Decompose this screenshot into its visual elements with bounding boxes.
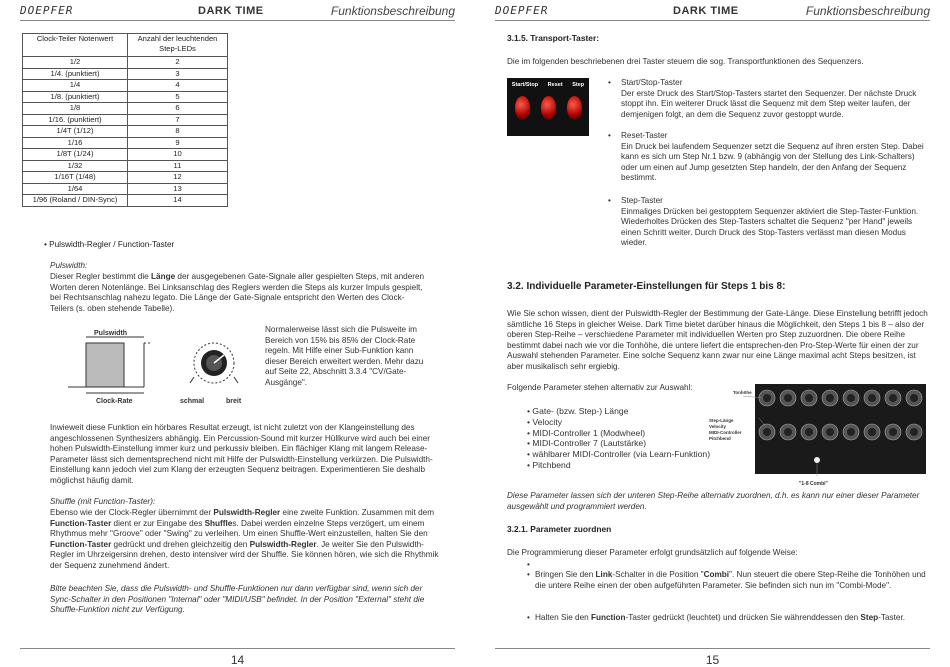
section-transport-heading: 3.1.5. Transport-Taster: <box>507 33 599 43</box>
function-step-instruction: Halten Sie den Function-Taster gedrückt (leuchtet) und drücken Sie währenddessen den Step-Taster. <box>535 613 905 622</box>
step-label: Step <box>572 82 585 88</box>
note-value-cell: 1/96 (Roland / DIN-Sync) <box>23 195 128 207</box>
table-row <box>23 172 228 184</box>
knob-cap-icon <box>868 394 876 402</box>
fig-label-steplaenge: Step-Länge <box>709 418 734 423</box>
knob-cap-icon <box>763 428 771 436</box>
knob-label-breit: breit <box>226 398 242 405</box>
fig-label-pitchbend: Pitchbend <box>709 436 731 441</box>
knob-cap-icon <box>910 428 918 436</box>
note-value-cell: 1/8 <box>23 103 128 115</box>
table-row <box>23 126 228 138</box>
params-intro: Folgende Parameter stehen alternativ zur Auswahl: <box>507 383 693 392</box>
diagram-label-pulswidth: Pulswidth <box>94 330 128 337</box>
step-button-icon <box>567 96 582 120</box>
fig-label-midi: MIDI-Controller <box>709 430 742 435</box>
knob-cap-icon <box>784 394 792 402</box>
parameter-list-item: • wählbarer MIDI-Controller (via Learn-Funktion) <box>527 449 711 460</box>
knob-cap-icon <box>889 394 897 402</box>
transport-buttons-image <box>507 78 589 136</box>
knob-cap-icon <box>784 428 792 436</box>
reset-button-icon <box>541 96 556 120</box>
start-stop-description: Start/Stop-Taster Der erste Druck des Start/Stop-Tasters startet den Sequenzer. Der nächste Druck stoppt ihn. Ein weiterer Druck lässt die Sequenz mit dem Step weiter laufen, der demjenigen folgt, an dem die Sequenz zuvor gestoppt wurde. <box>621 78 917 119</box>
note-value-cell: 1/16 <box>23 137 128 149</box>
page-footer <box>495 648 930 667</box>
doepfer-logo: DOEPFER <box>495 4 549 17</box>
pulswidth-heading: Pulswidth: <box>50 261 88 270</box>
note-value-cell: 1/8T (1/24) <box>23 149 128 161</box>
product-name: DARK TIME <box>673 5 739 17</box>
reset-description: Reset-Taster Ein Druck bei laufendem Sequenzer setzt die Sequenz auf ihren ersten Step. Dabei kann es sich um Step Nr.1 bzw. 9 (abhängig von der Stellung des Link-Schalters) oder um einen auf Jump gesetzten Step handeln, der den Anfang der Sequenz bestimmt. <box>621 131 924 183</box>
note-value-cell: 1/8. (punktiert) <box>23 91 128 103</box>
led-count-cell: 10 <box>128 149 228 161</box>
pulswidth-diagram <box>62 325 262 410</box>
parameter-paragraph: Wie Sie schon wissen, dient der Pulswidth-Regler der Bestimmung der Gate-Länge. Diese Einstellung betrifft jedoch sämtliche 16 Steps in gleicher Weise. Dark Time bietet darüber hinaus die Möglichkeit, den Steps 1 bis 8 – also der oberen Step-Reihe – verschiedene Parameter mit individuellen Werten pro Step zuzuordnen. Die obere Reihe bestimmt dabei nach wie vor die Tonhöhe, die untere liefert die entsprechen-den Pro-Step-Werte für einen der zur Auswahl stehenden Parameter. Eine solche Sequenz kann zwar nur eine Länge maximal acht Steps besitzen, ist aber musikalisch sehr ergiebig. <box>507 309 928 371</box>
knob-cap-icon <box>826 394 834 402</box>
parameter-list <box>527 406 710 471</box>
button-labels <box>507 82 589 88</box>
led-count-cell: 3 <box>128 68 228 80</box>
table-row <box>23 57 228 69</box>
note-value-cell: 1/4T (1/12) <box>23 126 128 138</box>
table-row <box>23 68 228 80</box>
table-header-leds: Anzahl der leuchtenden Step-LEDs <box>128 34 228 57</box>
params-note: Diese Parameter lassen sich der unteren Step-Reihe alternativ zuordnen, d.h. es kann nur einer dieser Parameter ausgewählt und programmiert werden. <box>507 491 920 511</box>
page-header <box>495 4 930 21</box>
led-count-cell: 12 <box>128 172 228 184</box>
page-header <box>20 4 455 21</box>
pulswidth-bullet: • Pulswidth-Regler / Function-Taster <box>44 240 175 249</box>
transport-intro: Die im folgenden beschriebenen drei Taster steuern die sog. Transportfunktionen des Sequenzers. <box>507 57 864 66</box>
knob-cap-icon <box>868 428 876 436</box>
knob-label-schmal: schmal <box>180 398 205 405</box>
led-count-cell: 8 <box>128 126 228 138</box>
product-name: DARK TIME <box>198 5 264 17</box>
fig-label-combi: "1-8 Combi" <box>799 481 828 487</box>
shuffle-heading: Shuffle (mit Function-Taster): <box>50 497 156 506</box>
assign-intro: Die Programmierung dieser Parameter erfolgt grundsätzlich auf folgende Weise: <box>507 548 798 557</box>
led-count-cell: 5 <box>128 91 228 103</box>
link-switch-icon <box>814 457 820 463</box>
page-number: 15 <box>705 653 720 667</box>
note-value-cell: 1/16. (punktiert) <box>23 114 128 126</box>
page-footer <box>20 648 455 667</box>
doepfer-logo: DOEPFER <box>20 4 74 17</box>
fig-label-velocity: Velocity <box>709 424 727 429</box>
table-row <box>23 149 228 161</box>
pulswidth-paragraph: Dieser Regler bestimmt die Länge der ausgegebenen Gate-Signale aller gespielten Steps, mit anderen Worten deren Notenlänge. Bei Linksanschlag des Reglers werden die Steps als kurzer Impuls gespielt, bei Rechtsanschlag nahezu legato. Die Länge der Gate-Signale entspricht den Werten des Clock-Teilers (s. oben stehende Tabelle). <box>50 272 425 313</box>
table-row <box>23 183 228 195</box>
note-value-cell: 1/2 <box>23 57 128 69</box>
led-count-cell: 4 <box>128 80 228 92</box>
diagram-label-clockrate: Clock-Rate <box>96 398 133 405</box>
table-row <box>23 80 228 92</box>
knob-cap-icon <box>826 428 834 436</box>
led-count-cell: 13 <box>128 183 228 195</box>
start-stop-label: Start/Stop <box>511 82 539 88</box>
fig-label-tonhoehe: Tonhöhe <box>733 390 752 395</box>
knob-cap-icon <box>805 394 813 402</box>
knob-cap-icon <box>847 394 855 402</box>
led-count-cell: 9 <box>128 137 228 149</box>
knob-cap-icon <box>889 428 897 436</box>
note-value-cell: 1/4. (punktiert) <box>23 68 128 80</box>
knob-cap-icon <box>910 394 918 402</box>
shuffle-paragraph: Ebenso wie der Clock-Regler übernimmt der Pulswidth-Regler eine zweite Funktion. Zusammen mit dem Function-Taster dient er zur Eingabe des Shuffles. Dabei werden einzelne Steps verzögert, um einem Rhythmus mehr "Groove" oder "Swing" zu verleihen. Um einen Shuffle-Wert einzustellen, halten Sie den Function-Taster gedrückt und drehen gleichzeitig den Pulswidth-Regler. Je weiter Sie den Pulswidth-Regler im Uhrzeigersinn drehen, desto intensiver wird der Shuffle. Sie können hören, wie sich die Rhythmik der Sequenz zunehmend ändert. <box>50 508 439 570</box>
right-page: DOEPFER DARK TIME Funktionsbeschreibung 3.1.5. Transport-Taster: Die im folgenden beschriebenen drei Taster steuern die sog. Transportfunktionen des Sequenzers. Start/Stop Reset Step • Start/Stop-Taster Der erste Druck des Start/Stop-Tasters startet den Sequenzer. Der nächste Druck stoppt ihn. Ein weiterer Druck lässt die Sequenz mit dem Step weiter laufen, der demjenigen folgt, an dem die Sequenz zuvor gestoppt wurde. • Reset-Taster Ein Druck bei laufendem Sequenzer setzt die Sequenz auf ihren ersten Step. Dabei kann es sich um Step Nr.1 bzw. 9 (abhängig von der Stellung des Link-Schalters) oder um einen auf Jump gesetzten Step handeln, der den Anfang der Sequenz bestimmt. • Step-Taster Einmaliges Drücken bei gestopptem Sequenzer aktiviert die Step-Taster-Funktion. Wiederholtes Drücken des Step-Tasters schaltet die Sequenz "per Hand" jeweils einen Schritt weiter. Durch Druck des Stop-Tasters verlässt man diesen Modus wieder. 3.2. Individuelle Parameter-Einstellungen für Steps 1 bis 8: Wie Sie schon wissen, dient der Pulswidth-Regler der Bestimmung der Gate-Länge. Diese Einstellung betrifft jedoch sämtliche 16 Steps in gleicher Weise. Dark Time bietet darüber hinaus die Möglichkeit, den Steps 1 bis 8 – also der oberen Step-Reihe – verschiedene Parameter mit individuellen Werten pro Step zuzuordnen. Die obere Reihe bestimmt dabei nach wie vor die Tonhöhe, die untere liefert die entsprechen-den Pro-Step-Werte für einen der zur Auswahl stehenden Parameter. Eine solche Sequenz kann zwar nur eine Länge maximal acht Steps besitzen, ist aber musikalisch sehr ergiebig. Folgende Parameter stehen alternativ zur Auswahl: • Gate- (bzw. Step-) Länge • Velocity • MIDI-Controller 1 (Modwheel) • MIDI-Controller 7 (Lautstärke) • wählbarer MIDI-Controller (via Learn-Funktion) • Pitchbend Tonhöhe Step-Länge Velocity MIDI-Controller Pitchbend "1-8 Combi" Diese Parameter lassen sich der unteren Step-Reihe alternativ zuordnen, d.h. es kann nur einer dieser Parameter ausgewählt und programmiert werden. 3.2.1. Parameter zuordnen Die Programmierung dieser Parameter erfolgt grundsätzlich auf folgende Weise: • • Bringen Sie den Link-Schalter in die Position "Combi". Nun steuert die obere Step-Reihe die Tonhöhen und die untere Reihe einen der oben aufgeführten Parameter. Sie befinden sich nun im "Combi-Mode". • Halten Sie den Function-Taster gedrückt (leuchtet) und drücken Sie währenddessen den Step-Taster. 15 <box>495 4 930 667</box>
note-value-cell: 1/4 <box>23 80 128 92</box>
clock-divider-table <box>22 33 228 207</box>
led-count-cell: 14 <box>128 195 228 207</box>
pulsweite-paragraph: Normalerweise lässt sich die Pulsweite im Bereich von 15% bis 85% der Clock-Rate regeln. Mit Hilfe einer Sub-Funktion kann dieser Bereich erweitert werden. Mehr dazu auf Seite 22, Abschnitt 3.3.4 "CV/Gate-Ausgänge". <box>265 325 424 387</box>
led-count-cell: 11 <box>128 160 228 172</box>
section-assign-heading: 3.2.1. Parameter zuordnen <box>507 524 612 534</box>
pulswidth-knob-icon <box>190 343 238 383</box>
parameter-list-item: • Gate- (bzw. Step-) Länge <box>527 406 629 416</box>
combi-panel-figure <box>709 384 926 490</box>
klang-paragraph: Inwieweit diese Funktion ein hörbares Resultat erzeugt, ist nicht zuletzt von der Klangeinstellung des angeschlossenen Synthesizers abhängig. Ein Percussion-Sound mit kurzer Hüllkurve wird auch bei einer hohen Pulswidth-Einstellung immer kurz und perkussiv bleiben. Ein flächiger Klang mit langem Release-Parameter lässt sich dementsprechend nicht mit Hilfe der Pulswidth-Einstellung verkürzen. Die Pulswidth-Einstellung kann jedoch viel zum Klang der erzeugten Sequenz beitragen. Experimentieren Sie deshalb möglichst häufig damit. <box>50 423 433 485</box>
table-body <box>23 57 228 207</box>
reset-label: Reset <box>547 82 563 88</box>
parameter-list-item: • MIDI-Controller 7 (Lautstärke) <box>527 438 647 449</box>
table-row <box>23 160 228 172</box>
parameter-list-item: • Velocity <box>527 416 563 427</box>
parameter-list-item: • Pitchbend <box>527 459 571 470</box>
header-section-title: Funktionsbeschreibung <box>330 4 455 18</box>
table-row <box>23 114 228 126</box>
led-count-cell: 6 <box>128 103 228 115</box>
note-value-cell: 1/16T (1/48) <box>23 172 128 184</box>
combi-step-instruction: Bringen Sie den Link-Schalter in die Position "Combi". Nun steuert die obere Step-Reihe die Tonhöhen und die untere Reihe einen der oben aufgeführten Parameter. Sie befinden sich nun im "Combi-Mode". <box>535 570 926 590</box>
page-number: 14 <box>230 653 245 667</box>
step-description: Step-Taster Einmaliges Drücken bei gestopptem Sequenzer aktiviert die Step-Taster-Funktion. Wiederholtes Drücken des Step-Tasters schaltet die Sequenz "per Hand" jeweils einen Schritt weiter. Durch Druck des Stop-Tasters verlässt man diesen Modus wieder. <box>621 196 919 248</box>
led-count-cell: 2 <box>128 57 228 69</box>
header-section-title: Funktionsbeschreibung <box>805 4 930 18</box>
start-stop-button-icon <box>515 96 530 120</box>
note-value-cell: 1/32 <box>23 160 128 172</box>
led-count-cell: 7 <box>128 114 228 126</box>
availability-note: Bitte beachten Sie, dass die Pulswidth- und Shuffle-Funktionen nur dann verfügbar sind, wenn sich der Sync-Schalter in den Positionen "Internal" oder "MIDI/USB" befindet. In der Position "External" steht die Shuffle-Funktion nicht zur Verfügung. <box>50 584 425 615</box>
table-row <box>23 103 228 115</box>
knob-cap-icon <box>763 394 771 402</box>
note-value-cell: 1/64 <box>23 183 128 195</box>
section-parameter-heading: 3.2. Individuelle Parameter-Einstellungen für Steps 1 bis 8: <box>507 281 786 292</box>
table-row <box>23 137 228 149</box>
table-row <box>23 91 228 103</box>
table-header-note: Clock-Teiler Notenwert <box>23 34 128 57</box>
table-row <box>23 195 228 207</box>
knob-cap-icon <box>847 428 855 436</box>
parameter-list-item: • MIDI-Controller 1 (Modwheel) <box>527 427 646 438</box>
knob-cap-icon <box>805 428 813 436</box>
